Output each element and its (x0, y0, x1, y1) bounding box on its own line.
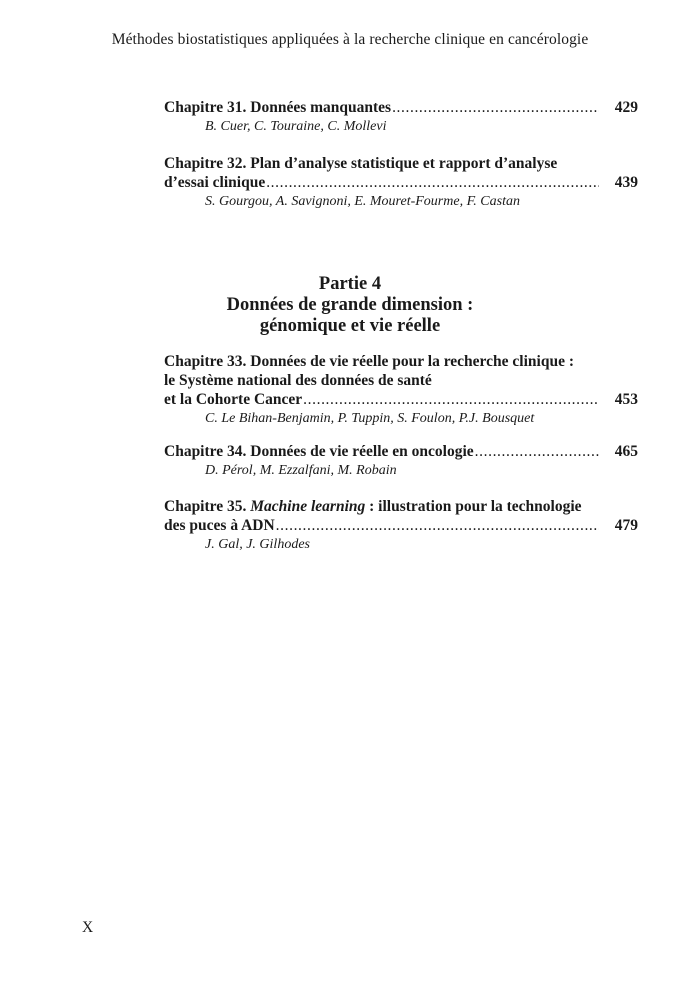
toc-entry-chapter-32[interactable] (164, 154, 638, 211)
chapter-title: Chapitre 34. Données de vie réelle en oncologie (164, 443, 474, 460)
chapter-title-last-line: et la Cohorte Cancer (164, 391, 303, 408)
chapter-authors: D. Pérol, M. Ezzalfani, M. Robain (205, 463, 397, 478)
page-number: 479 (614, 517, 638, 534)
chapter-title-italic: Machine learning (250, 498, 366, 515)
page-number: 439 (614, 174, 638, 191)
chapter-title-line: Chapitre 33. Données de vie réelle pour la recherche clinique : (164, 353, 574, 370)
toc-entry-chapter-35[interactable] (164, 497, 638, 554)
part-title-line-2: génomique et vie réelle (259, 316, 441, 336)
dot-leader (474, 442, 599, 461)
page-number: 429 (614, 99, 638, 116)
chapter-title-line: le Système national des données de santé (164, 372, 432, 389)
chapter-title-prefix: Chapitre 35. (164, 498, 251, 515)
toc-entry-chapter-34[interactable] (164, 442, 638, 480)
dot-leader (302, 390, 599, 409)
chapter-title-line (164, 497, 638, 516)
page-folio: X (82, 919, 94, 936)
dot-leader (275, 516, 599, 535)
page-number: 453 (614, 391, 638, 408)
page-number: 465 (614, 443, 638, 460)
part-heading (0, 274, 700, 337)
toc-entry-chapter-33[interactable] (164, 352, 638, 428)
dot-leader (391, 98, 599, 117)
chapter-authors: C. Le Bihan-Benjamin, P. Tuppin, S. Foulon, P.J. Bousquet (205, 411, 535, 426)
running-head: Méthodes biostatistiques appliquées à la recherche clinique en cancérologie (111, 31, 589, 48)
chapter-authors: S. Gourgou, A. Savignoni, E. Mouret-Fourme, F. Castan (205, 194, 520, 209)
chapter-authors: J. Gal, J. Gilhodes (205, 537, 310, 552)
part-number: Partie 4 (318, 274, 382, 294)
chapter-title-last-line: des puces à ADN (164, 517, 275, 534)
chapter-title-suffix: : illustration pour la technologie (365, 498, 582, 515)
chapter-title-last-line: d’essai clinique (164, 174, 266, 191)
part-title-line-1: Données de grande dimension : (226, 295, 474, 315)
chapter-authors: B. Cuer, C. Touraine, C. Mollevi (205, 119, 387, 134)
dot-leader (265, 173, 599, 192)
chapter-title: Chapitre 31. Données manquantes (164, 99, 392, 116)
toc-entry-chapter-31[interactable] (164, 98, 638, 136)
chapter-title-line: Chapitre 32. Plan d’analyse statistique et rapport d’analyse (164, 155, 558, 172)
